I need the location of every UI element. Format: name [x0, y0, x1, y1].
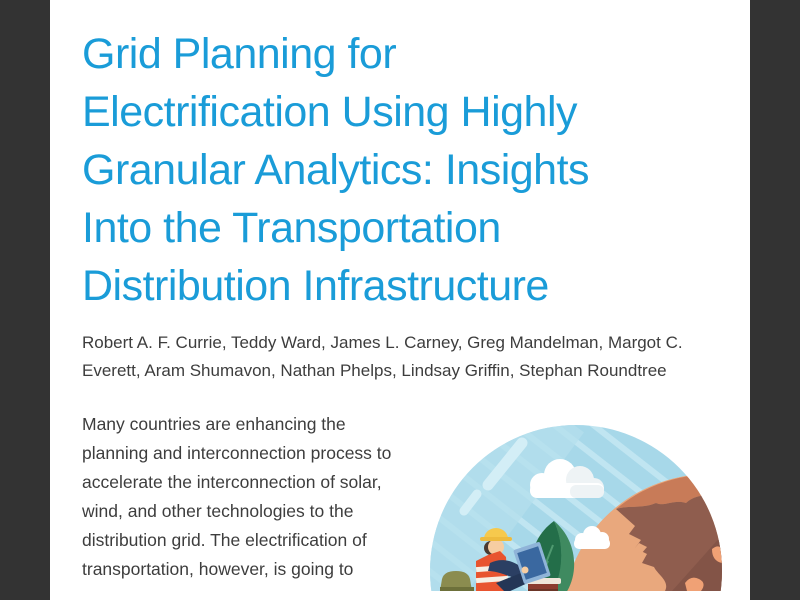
paragraph-line: wind, and other technologies to the — [82, 501, 354, 521]
paragraph-line: planning and interconnection process to — [82, 443, 392, 463]
title-line: Into the Transportation — [82, 204, 501, 252]
worker-with-tablet-globe-illustration — [430, 423, 722, 591]
paragraph-line: Many countries are enhancing the — [82, 414, 346, 434]
document-page — [50, 0, 750, 600]
author-line: Robert A. F. Currie, Teddy Ward, James L. Carney, Greg Mandelman, Margot C. — [82, 333, 683, 352]
title-line: Distribution Infrastructure — [82, 262, 549, 310]
intro-paragraph — [82, 410, 462, 584]
page-title — [82, 25, 732, 315]
paragraph-line: transportation, however, is going to — [82, 559, 354, 579]
title-line: Granular Analytics: Insights — [82, 146, 590, 194]
paragraph-line: accelerate the interconnection of solar, — [82, 472, 382, 492]
title-line: Electrification Using Highly — [82, 88, 578, 136]
title-line: Grid Planning for — [82, 30, 397, 78]
paragraph-line: distribution grid. The electrification of — [82, 530, 367, 550]
author-list — [82, 329, 737, 385]
author-line: Everett, Aram Shumavon, Nathan Phelps, Lindsay Griffin, Stephan Roundtree — [82, 361, 667, 380]
